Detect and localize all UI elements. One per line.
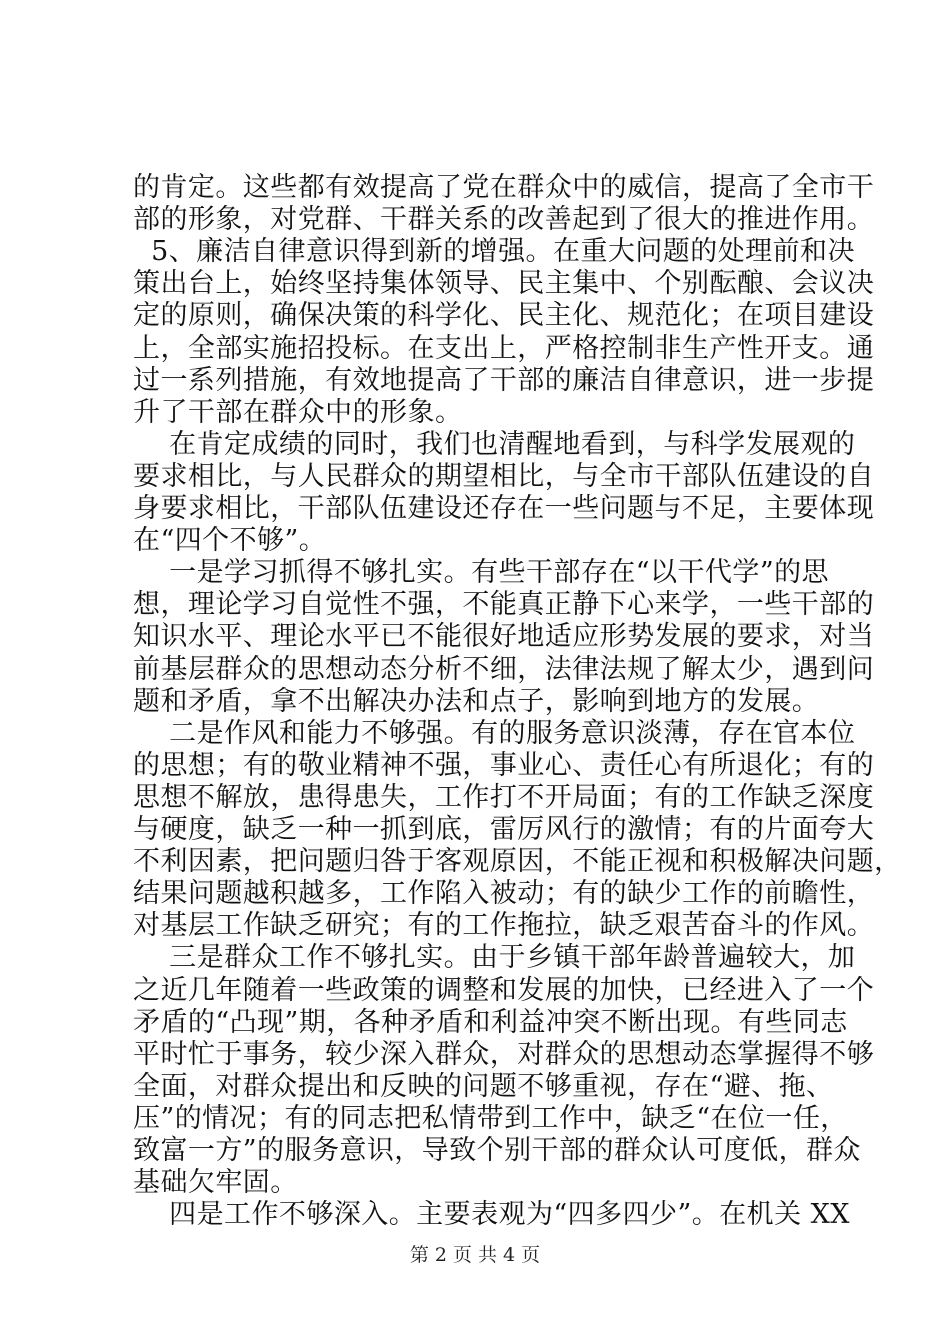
text-line: 矛盾的“凸现”期，各种矛盾和利益冲突不断出现。有些同志 bbox=[133, 1006, 848, 1038]
text-line: 身要求相比，干部队伍建设还存在一些问题与不足，主要体现 bbox=[133, 493, 875, 524]
text-line: 过一系列措施，有效地提高了干部的廉洁自律意识，进一步提 bbox=[133, 364, 875, 396]
text-line: 与硬度，缺乏一种一抓到底，雷厉风行的激情；有的片面夸大 bbox=[133, 814, 875, 845]
text-line: 知识水平、理论水平已不能很好地适应形势发展的要求，对当 bbox=[133, 621, 875, 653]
text-line: 部的形象，对党群、干群关系的改善起到了很大的推进作用。 bbox=[133, 204, 875, 236]
text-line: 的思想；有的敬业精神不强，事业心、责任心有所退化；有的 bbox=[133, 749, 875, 781]
text-line: 题和矛盾，拿不出解决办法和点子，影响到地方的发展。 bbox=[133, 685, 820, 717]
page-footer: 第 2 页 共 4 页 bbox=[409, 1244, 541, 1266]
text-line: 致富一方”的服务意识，导致个别干部的群众认可度低，群众 bbox=[133, 1135, 861, 1166]
text-line: 之近几年随着一些政策的调整和发展的加快，已经进入了一个 bbox=[133, 974, 875, 1006]
text-line: 四是工作不够深入。主要表观为“四多四少”。在机关 XX bbox=[133, 1199, 850, 1231]
text-line: 在肯定成绩的同时，我们也清醒地看到，与科学发展观的 bbox=[133, 428, 856, 460]
text-line: 基础欠牢固。 bbox=[133, 1167, 298, 1199]
text-line: 平时忙于事务，较少深入群众，对群众的思想动态掌握得不够 bbox=[133, 1038, 875, 1070]
text-line: 定的原则，确保决策的科学化、民主化、规范化；在项目建设 bbox=[133, 300, 875, 332]
text-line: 的肯定。这些都有效提高了党在群众中的威信，提高了全市干 bbox=[133, 172, 875, 203]
text-line: 不利因素，把问题归咎于客观原因，不能正视和积极解决问题， bbox=[133, 846, 902, 878]
text-line: 三是群众工作不够扎实。由于乡镇干部年龄普遍较大，加 bbox=[133, 942, 856, 974]
text-line: 5、廉洁自律意识得到新的增强。在重大问题的处理前和决 bbox=[133, 236, 855, 268]
text-line: 二是作风和能力不够强。有的服务意识淡薄，存在官本位 bbox=[133, 717, 856, 749]
text-line: 要求相比，与人民群众的期望相比，与全市干部队伍建设的自 bbox=[133, 460, 875, 492]
text-line: 想，理论学习自觉性不强，不能真正静下心来学，一些干部的 bbox=[133, 589, 875, 621]
text-line: 全面，对群众提出和反映的问题不够重视，存在“避、拖、 bbox=[133, 1070, 834, 1102]
text-line: 策出台上，始终坚持集体领导、民主集中、个别酝酿、会议决 bbox=[133, 268, 875, 300]
text-line: 上，全部实施招投标。在支出上，严格控制非生产性开支。通 bbox=[133, 332, 875, 364]
text-line: 对基层工作缺乏研究；有的工作拖拉，缺乏艰苦奋斗的作风。 bbox=[133, 910, 875, 942]
text-line: 结果问题越积越多，工作陷入被动；有的缺少工作的前瞻性， bbox=[133, 878, 875, 910]
text-line: 一是学习抓得不够扎实。有些干部存在“以干代学”的思 bbox=[133, 557, 829, 589]
text-line: 思想不解放，患得患失，工作打不开局面；有的工作缺乏深度 bbox=[133, 781, 875, 813]
text-line: 在“四个不够”。 bbox=[133, 525, 327, 557]
text-line: 压”的情况；有的同志把私情带到工作中，缺乏“在位一任， bbox=[133, 1102, 848, 1134]
text-line: 前基层群众的思想动态分析不细，法律法规了解太少，遇到问 bbox=[133, 653, 875, 685]
text-line: 升了干部在群众中的形象。 bbox=[133, 396, 463, 428]
